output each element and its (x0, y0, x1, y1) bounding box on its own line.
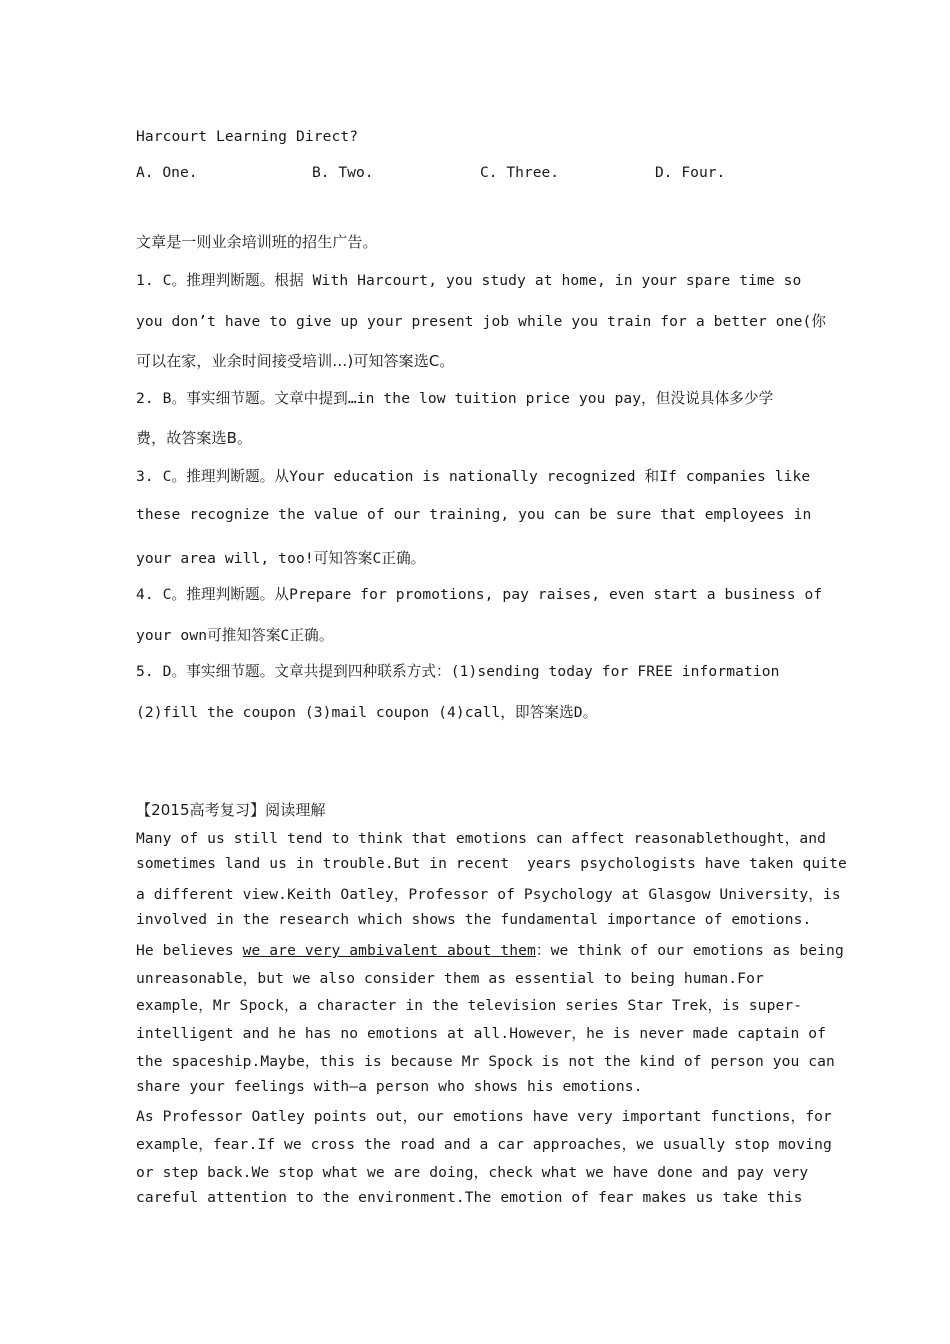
option-c: C. Three. (480, 164, 560, 181)
passage-line: a different view.Keith Oatley，Professor of Psychology at Glasgow University，is (136, 886, 841, 903)
answer-1-line-1: 1. C。推理判断题。根据 With Harcourt, you study at home, in your spare time so (136, 272, 802, 289)
answer-1-line-2: you don’t have to give up your present job while you train for a better one(你 (136, 313, 827, 330)
answer-3-line-2: these recognize the value of our training, you can be sure that employees in (136, 506, 812, 523)
question-stem-tail: Harcourt Learning Direct? (136, 128, 359, 145)
answer-3-line-1: 3. C。推理判断题。从Your education is nationally recognized 和If companies like (136, 468, 811, 485)
passage-line: or step back.We stop what we are doing，check what we have done and pay very (136, 1164, 809, 1181)
answer-4-line-2: your own可推知答案C正确。 (136, 627, 334, 644)
passage-line: As Professor Oatley points out，our emotions have very important functions，for (136, 1108, 832, 1125)
option-b: B. Two. (312, 164, 374, 181)
answer-2-line-2: 费，故答案选B。 (136, 429, 253, 447)
option-a: A. One. (136, 164, 198, 181)
passage-line: Many of us still tend to think that emotions can affect reasonablethought，and (136, 830, 827, 847)
passage-line: example，fear.If we cross the road and a car approaches，we usually stop moving (136, 1136, 832, 1153)
passage-line: sometimes land us in trouble.But in recent years psychologists have taken quite (136, 855, 847, 872)
answer-3-line-3: your area will, too!可知答案C正确。 (136, 550, 426, 567)
answer-1-line-3: 可以在家，业余时间接受培训…)可知答案选C。 (136, 352, 455, 370)
analysis-intro: 文章是一则业余培训班的招生广告。 (136, 233, 378, 251)
passage-line: unreasonable，but we also consider them as essential to being human.For (136, 970, 764, 987)
answer-4-line-1: 4. C。推理判断题。从Prepare for promotions, pay raises, even start a business of (136, 586, 823, 603)
passage-line: intelligent and he has no emotions at all.However，he is never made captain of (136, 1025, 827, 1042)
passage-line: the spaceship.Maybe，this is because Mr Spock is not the kind of person you can (136, 1053, 835, 1070)
answer-2-line-1: 2. B。事实细节题。文章中提到…in the low tuition price you pay，但没说具体多少学 (136, 390, 774, 407)
passage-heading: 【2015高考复习】阅读理解 (136, 801, 326, 819)
answer-5-line-2: (2)fill the coupon (3)mail coupon (4)call，即答案选D。 (136, 704, 598, 721)
passage-line: involved in the research which shows the fundamental importance of emotions. (136, 911, 812, 928)
passage-line: careful attention to the environment.The emotion of fear makes us take this (136, 1189, 803, 1206)
underlined-phrase: we are very ambivalent about them (242, 942, 536, 959)
passage-line: share your feelings with—a person who shows his emotions. (136, 1078, 643, 1095)
passage-line: example，Mr Spock，a character in the television series Star Trek，is super- (136, 997, 803, 1014)
option-d: D. Four. (655, 164, 726, 181)
passage-line-with-underline: He believes we are very ambivalent about them：we think of our emotions as being (136, 942, 844, 959)
answer-5-line-1: 5. D。事实细节题。文章共提到四种联系方式：(1)sending today for FREE information (136, 663, 780, 680)
